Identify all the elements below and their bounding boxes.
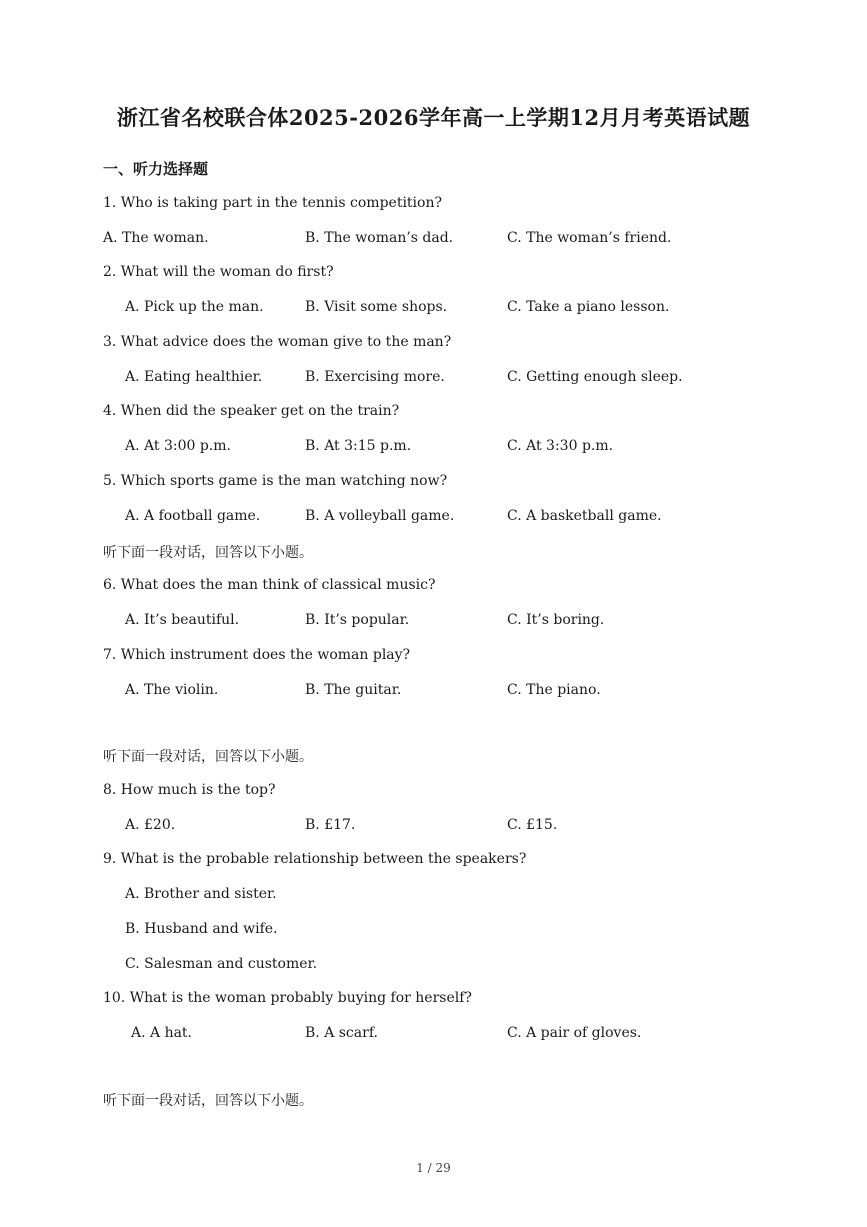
q4-option-a: A. At 3:00 p.m.: [125, 438, 231, 454]
question-9: 9. What is the probable relationship between the speakers?: [103, 851, 527, 867]
question-7: 7. Which instrument does the woman play?: [103, 647, 411, 663]
q3-option-b: B. Exercising more.: [305, 369, 445, 385]
question-3: 3. What advice does the woman give to the man?: [103, 334, 452, 350]
q10-option-c: C. A pair of gloves.: [507, 1025, 642, 1041]
listening-instruction-1: 听下面一段对话，回答以下小题。: [103, 545, 313, 561]
q5-option-c: C. A basketball game.: [507, 508, 662, 524]
q1-option-c: C. The woman’s friend.: [507, 230, 672, 246]
listening-instruction-2: 听下面一段对话，回答以下小题。: [103, 749, 313, 765]
q4-option-b: B. At 3:15 p.m.: [305, 438, 412, 454]
question-8: 8. How much is the top?: [103, 782, 276, 798]
listening-instruction-3: 听下面一段对话，回答以下小题。: [103, 1093, 313, 1109]
question-4: 4. When did the speaker get on the train?: [103, 403, 400, 419]
q8-option-c: C. £15.: [507, 817, 558, 833]
q2-option-c: C. Take a piano lesson.: [507, 299, 670, 315]
page-number: 1 / 29: [416, 1161, 451, 1175]
q1-option-b: B. The woman’s dad.: [305, 230, 454, 246]
q5-option-a: A. A football game.: [125, 508, 261, 524]
section-heading: 一、听力选择题: [103, 160, 209, 178]
q6-option-b: B. It’s popular.: [305, 612, 410, 628]
q7-option-b: B. The guitar.: [305, 682, 402, 698]
question-2: 2. What will the woman do first?: [103, 264, 334, 280]
q2-option-b: B. Visit some shops.: [305, 299, 448, 315]
q10-option-b: B. A scarf.: [305, 1025, 378, 1041]
q1-option-a: A. The woman.: [103, 230, 209, 246]
q9-option-a: A. Brother and sister.: [125, 886, 277, 902]
q4-option-c: C. At 3:30 p.m.: [507, 438, 614, 454]
question-10: 10. What is the woman probably buying for herself?: [103, 990, 472, 1006]
q6-option-c: C. It’s boring.: [507, 612, 605, 628]
q7-option-a: A. The violin.: [125, 682, 219, 698]
q7-option-c: C. The piano.: [507, 682, 601, 698]
question-5: 5. Which sports game is the man watching now?: [103, 473, 448, 489]
q9-option-b: B. Husband and wife.: [125, 921, 278, 937]
q3-option-a: A. Eating healthier.: [125, 369, 263, 385]
q9-option-c: C. Salesman and customer.: [125, 956, 318, 972]
q2-option-a: A. Pick up the man.: [125, 299, 264, 315]
page-title: 浙江省名校联合体2025-2026学年高一上学期12月月考英语试题: [116, 105, 751, 130]
q10-option-a: A. A hat.: [131, 1025, 193, 1041]
q6-option-a: A. It’s beautiful.: [125, 612, 240, 628]
q5-option-b: B. A volleyball game.: [305, 508, 455, 524]
q8-option-a: A. £20.: [125, 817, 176, 833]
q8-option-b: B. £17.: [305, 817, 356, 833]
question-6: 6. What does the man think of classical music?: [103, 577, 436, 593]
question-1: 1. Who is taking part in the tennis competition?: [103, 195, 442, 211]
q3-option-c: C. Getting enough sleep.: [507, 369, 683, 385]
